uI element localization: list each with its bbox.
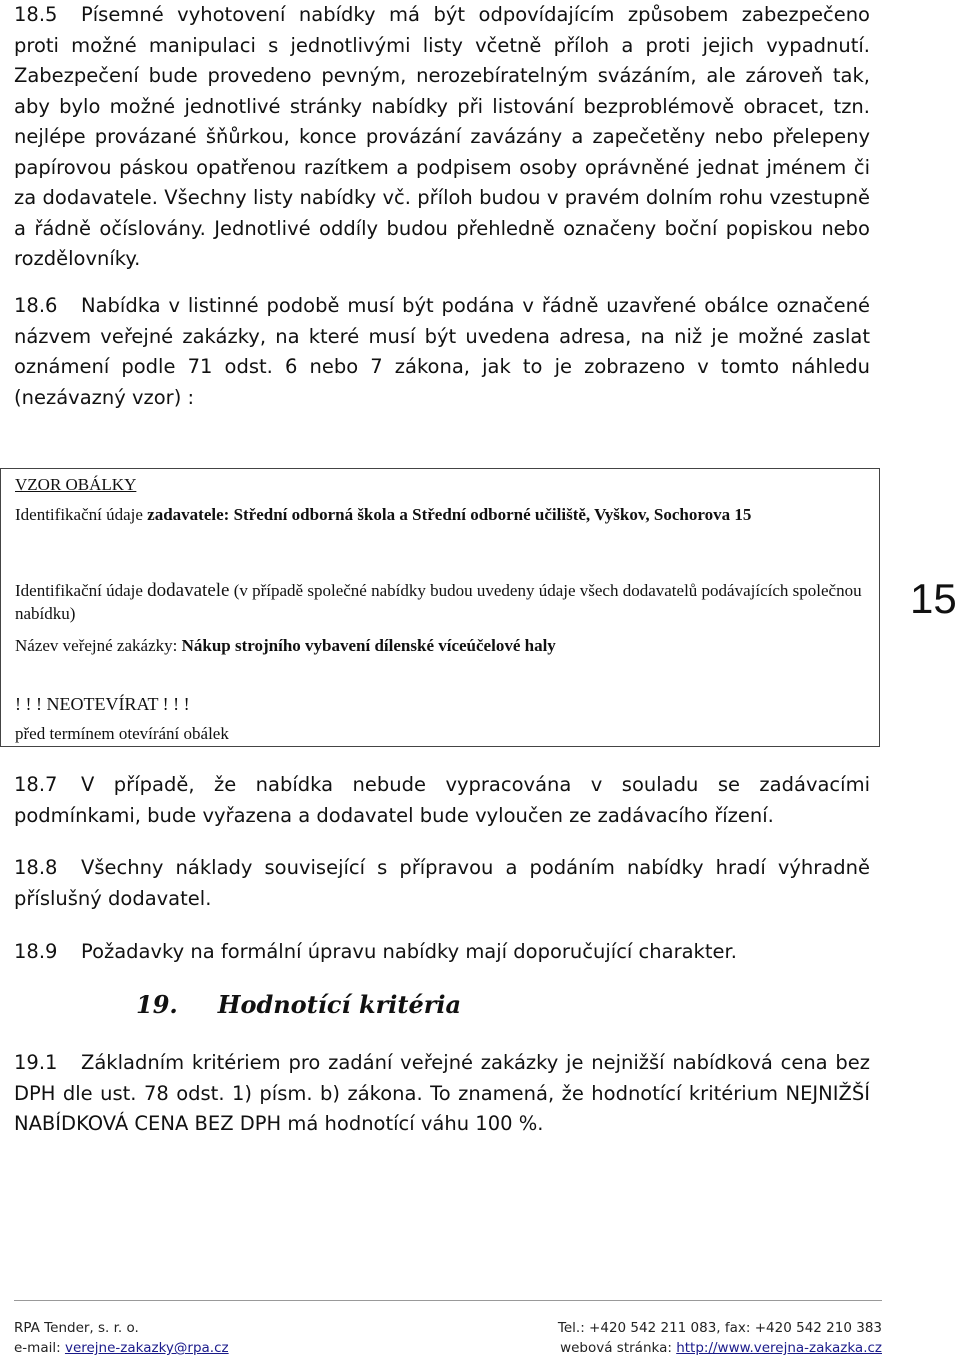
paragraph-number: 18.6	[14, 294, 58, 317]
paragraph-number: 18.5	[14, 3, 58, 26]
contract-name: Nákup strojního vybavení dílenské víceúčelové haly	[181, 636, 556, 655]
label: Název veřejné zakázky:	[15, 636, 182, 655]
paragraph-number: 19.1	[14, 1051, 58, 1074]
paragraph-number: 18.8	[14, 856, 58, 879]
paragraph-18-5	[14, 0, 870, 275]
footer-web	[560, 1340, 882, 1356]
envelope-template-box	[0, 468, 880, 747]
label: Identifikační údaje	[15, 581, 148, 600]
paragraph-18-8	[14, 853, 870, 914]
paragraph-text: Základním kritériem pro zadání veřejné zakázky je nejnižší nabídková cena bez DPH dle ust. 78 odst. 1) písm. b) zákona. To znamená, že hodnotící kritérium NEJNIŽŠÍ NABÍDKOVÁ CENA BEZ DPH má hodnotící váhu 100 %.	[14, 1051, 870, 1135]
heading-title: Hodnotící kritéria	[217, 990, 462, 1019]
web-link[interactable]: http://www.verejna-zakazka.cz	[676, 1340, 882, 1356]
paragraph-text: Nabídka v listinné podobě musí být podána v řádně uzavřené obálce označené názvem veřejné zakázky, na které musí být uvedena adresa, na niž je možné zaslat oznámení podle 71 odst. 6 nebo 7 zákona, jak to je zobrazeno v tomto náhledu (nezávazný vzor) :	[14, 294, 870, 409]
label: Identifikační údaje	[15, 505, 148, 524]
page-number: 15	[910, 575, 957, 622]
paragraph-19-1	[14, 1048, 870, 1140]
contracting-authority-line	[15, 503, 865, 526]
paragraph-number: 18.7	[14, 773, 58, 796]
paragraph-18-9	[14, 937, 870, 968]
paragraph-text: Požadavky na formální úpravu nabídky mají doporučující charakter.	[81, 940, 737, 963]
envelope-title: VZOR OBÁLKY	[15, 475, 137, 494]
footer-phone: Tel.: +420 542 211 083, fax: +420 542 210 383	[557, 1320, 882, 1336]
label-large: dodavatele	[147, 580, 230, 601]
paragraph-text: Písemné vyhotovení nabídky má být odpovídajícím způsobem zabezpečeno proti možné manipulaci s jednotlivými listy včetně příloh a proti jejich vypadnutí. Zabezpečení bude provedeno pevným, nerozebíratelným svázáním, ale zároveň tak, aby bylo možné jednotlivé stránky nabídky při listování bezproblémově obracet, tzn. nejlépe provázané šňůrkou, konce provázání zavázány a zapečetěny nebo přelepeny papírovou páskou opatřenou razítkem a podpisem osoby oprávněné jednat jménem či za dodavatele. Všechny listy nabídky vč. příloh budou v pravém dolním rohu vzestupně a řádně očíslovány. Jednotlivé oddíly budou přehledně označeny boční popiskou nebo rozdělovníky.	[14, 3, 870, 270]
authority-name: : Střední odborná škola a Střední odborné učiliště, Vyškov, Sochorova 15	[223, 505, 752, 524]
supplier-note: (v případě společné nabídky budou uvedeny údaje všech dodavatelů podávajících společnou nabídku)	[15, 581, 862, 623]
paragraph-18-6	[14, 291, 870, 413]
paragraph-text: V případě, že nabídka nebude vypracována v souladu se zadávacími podmínkami, bude vyřazena a dodavatel bude vyloučen ze zadávacího řízení.	[14, 773, 870, 827]
warning-subtext: před termínem otevírání obálek	[15, 724, 229, 743]
section-heading	[136, 990, 461, 1019]
email-label: e-mail:	[14, 1340, 65, 1356]
web-label: webová stránka:	[560, 1340, 677, 1356]
paragraph-18-7	[14, 770, 870, 831]
do-not-open-warning: ! ! ! NEOTEVÍRAT ! ! !	[15, 694, 190, 714]
label-bold: zadavatele	[147, 505, 224, 524]
supplier-line	[15, 579, 865, 625]
paragraph-text: Všechny náklady související s přípravou a podáním nabídky hradí výhradně příslušný dodavatel.	[14, 856, 870, 910]
email-link[interactable]: verejne-zakazky@rpa.cz	[64, 1340, 229, 1356]
footer-company: RPA Tender, s. r. o.	[14, 1320, 139, 1336]
footer-email	[14, 1340, 229, 1356]
heading-number: 19.	[136, 990, 178, 1019]
contract-name-line	[15, 634, 865, 657]
footer-divider	[14, 1300, 882, 1301]
paragraph-number: 18.9	[14, 940, 58, 963]
